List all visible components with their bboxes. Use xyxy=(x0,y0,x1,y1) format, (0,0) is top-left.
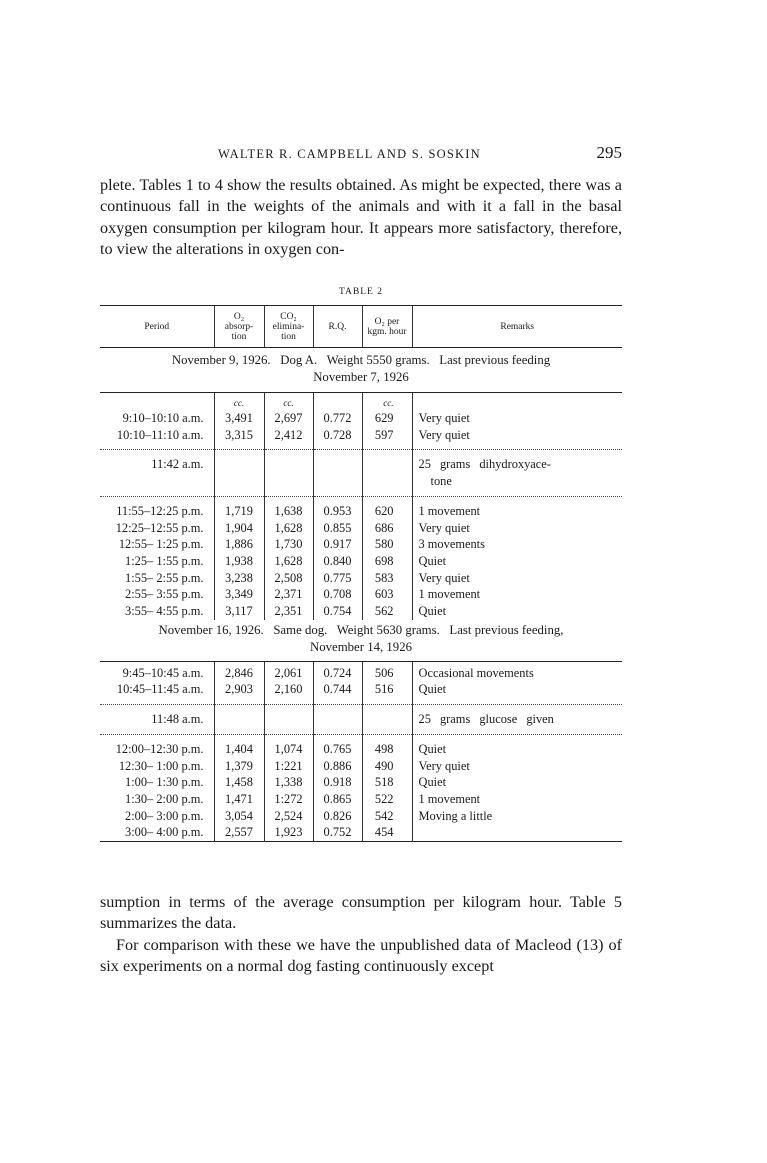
table-row xyxy=(100,665,622,682)
table-row xyxy=(100,791,622,808)
cell-rq xyxy=(313,705,362,735)
cell-o2-absorption: 1,471 xyxy=(214,791,264,808)
cell-remarks: Very quiet xyxy=(412,427,622,450)
cell-remarks: 3 movements xyxy=(412,536,622,553)
table-row xyxy=(100,758,622,775)
cell-rq: 0.886 xyxy=(313,758,362,775)
cell-o2-per-kgm-hour: 542 xyxy=(362,808,412,825)
cell-period: 1:00– 1:30 p.m. xyxy=(125,775,204,790)
cell-o2-per-kgm-hour: 620 xyxy=(362,496,412,519)
running-head-authors: WALTER R. CAMPBELL AND S. SOSKIN xyxy=(218,147,481,161)
cell-rq: 0.744 xyxy=(313,681,362,704)
cell-remarks: Quiet xyxy=(412,553,622,570)
cell-remarks: Quiet xyxy=(412,734,622,757)
cell-period: 2:00– 3:00 p.m. xyxy=(125,808,204,823)
table-header-row xyxy=(100,306,622,348)
cell-remarks: 25 grams glucose given xyxy=(412,705,622,735)
cell-o2-per-kgm-hour: 580 xyxy=(362,536,412,553)
table-row xyxy=(100,808,622,825)
cell-remarks: Quiet xyxy=(412,774,622,791)
cell-co2-elimination: 1,338 xyxy=(264,774,313,791)
cell-o2-absorption: 3,315 xyxy=(214,427,264,450)
cell-rq: 0.855 xyxy=(313,520,362,537)
cell-remarks: Quiet xyxy=(412,681,622,704)
cell-remarks xyxy=(412,824,622,841)
cell-o2-absorption: 2,557 xyxy=(214,824,264,841)
cell-o2-absorption: 1,904 xyxy=(214,520,264,537)
unit-co2-elimination: cc. xyxy=(264,393,313,411)
cell-remarks: 1 movement xyxy=(412,586,622,603)
cell-co2-elimination: 2,061 xyxy=(264,665,313,682)
table-row xyxy=(100,496,622,519)
cell-o2-per-kgm-hour: 506 xyxy=(362,665,412,682)
unit-o2-per-kgm-hour: cc. xyxy=(362,393,412,411)
table-row xyxy=(100,586,622,603)
section-caption-line: November 9, 1926. Dog A. Weight 5550 grams. Last previous feeding xyxy=(171,353,551,367)
cell-period: 3:00– 4:00 p.m. xyxy=(125,825,204,840)
unit-remarks xyxy=(412,393,622,411)
table-row xyxy=(100,824,622,841)
cell-co2-elimination: 1,074 xyxy=(264,734,313,757)
cell-remarks: Occasional movements xyxy=(412,665,622,682)
table-row xyxy=(100,553,622,570)
cell-period: 9:10–10:10 a.m. xyxy=(122,411,204,425)
section-caption-line: November 7, 1926 xyxy=(313,370,409,384)
cell-remarks: Quiet xyxy=(412,603,622,620)
cell-rq: 0.754 xyxy=(313,603,362,620)
cell-co2-elimination: 2,371 xyxy=(264,586,313,603)
cell-period: 11:42 a.m. xyxy=(100,450,214,496)
cell-period: 12:25–12:55 p.m. xyxy=(115,520,204,535)
page-number: 295 xyxy=(596,143,622,162)
header-co2-elimination: CO₂ elimina- tion xyxy=(264,306,313,348)
section-caption-row xyxy=(100,620,622,662)
paragraph-after-table-1: sumption in terms of the average consumption per kilogram hour. Table 5 summarizes the data. xyxy=(100,893,622,933)
cell-o2-per-kgm-hour xyxy=(362,705,412,735)
cell-rq: 0.752 xyxy=(313,824,362,841)
cell-period: 1:25– 1:55 p.m. xyxy=(125,553,204,568)
cell-o2-per-kgm-hour: 518 xyxy=(362,774,412,791)
cell-remarks: Moving a little xyxy=(412,808,622,825)
cell-co2-elimination: 1,730 xyxy=(264,536,313,553)
table-row xyxy=(100,450,622,496)
cell-o2-absorption: 1,404 xyxy=(214,734,264,757)
cell-o2-per-kgm-hour xyxy=(362,450,412,496)
cell-o2-absorption: 1,719 xyxy=(214,496,264,519)
table-row xyxy=(100,427,622,450)
cell-o2-absorption: 1,458 xyxy=(214,774,264,791)
cell-o2-absorption: 3,054 xyxy=(214,808,264,825)
unit-period xyxy=(100,393,214,411)
cell-period: 11:55–12:25 p.m. xyxy=(100,496,214,519)
cell-co2-elimination: 1:221 xyxy=(264,758,313,775)
unit-rq xyxy=(313,393,362,411)
cell-co2-elimination: 2,351 xyxy=(264,603,313,620)
paragraph-after-table-2: For comparison with these we have the unpublished data of Macleod (13) of six experiments on a normal dog fasting continuously except xyxy=(100,936,622,976)
cell-co2-elimination: 1,628 xyxy=(264,553,313,570)
header-period: Period xyxy=(100,306,214,348)
cell-co2-elimination: 2,160 xyxy=(264,681,313,704)
cell-o2-absorption: 1,938 xyxy=(214,553,264,570)
cell-o2-absorption: 1,886 xyxy=(214,536,264,553)
section-caption-row xyxy=(100,348,622,393)
cell-o2-per-kgm-hour: 629 xyxy=(362,410,412,427)
table-row xyxy=(100,603,622,620)
cell-co2-elimination: 2,697 xyxy=(264,410,313,427)
cell-rq: 0.840 xyxy=(313,553,362,570)
cell-co2-elimination: 2,524 xyxy=(264,808,313,825)
table-row xyxy=(100,520,622,537)
cell-o2-per-kgm-hour: 522 xyxy=(362,791,412,808)
cell-o2-per-kgm-hour: 516 xyxy=(362,681,412,704)
cell-o2-absorption: 1,379 xyxy=(214,758,264,775)
table-row xyxy=(100,536,622,553)
section-caption-line: November 14, 1926 xyxy=(309,639,412,654)
cell-rq: 0.918 xyxy=(313,774,362,791)
cell-period: 10:10–11:10 a.m. xyxy=(116,427,204,442)
cell-o2-per-kgm-hour: 454 xyxy=(362,824,412,841)
cell-o2-absorption: 2,903 xyxy=(214,681,264,704)
table-title: TABLE 2 xyxy=(339,287,383,297)
cell-o2-per-kgm-hour: 603 xyxy=(362,586,412,603)
remark-line: 25 grams dihydroxyace- xyxy=(418,457,551,472)
cell-rq: 0.708 xyxy=(313,586,362,603)
header-rq: R.Q. xyxy=(313,306,362,348)
cell-o2-absorption xyxy=(214,705,264,735)
cell-rq: 0.728 xyxy=(313,427,362,450)
cell-remarks: Very quiet xyxy=(412,758,622,775)
cell-remarks: 1 movement xyxy=(412,791,622,808)
cell-rq: 0.917 xyxy=(313,536,362,553)
cell-period: 10:45–11:45 a.m. xyxy=(116,682,204,697)
cell-o2-per-kgm-hour: 490 xyxy=(362,758,412,775)
unit-o2-absorption: cc. xyxy=(214,393,264,411)
cell-period: 9:45–10:45 a.m. xyxy=(122,665,204,680)
data-table xyxy=(100,305,622,842)
header-o2-per-kgm-hour: O₂ per kgm. hour xyxy=(362,306,412,348)
cell-o2-absorption: 2,846 xyxy=(214,665,264,682)
cell-period: 1:55– 2:55 p.m. xyxy=(125,570,204,585)
cell-remarks: Very quiet xyxy=(412,570,622,587)
table-row xyxy=(100,774,622,791)
cell-co2-elimination xyxy=(264,450,313,496)
cell-o2-absorption: 3,117 xyxy=(214,603,264,620)
cell-o2-per-kgm-hour: 698 xyxy=(362,553,412,570)
cell-rq xyxy=(313,450,362,496)
table-row xyxy=(100,410,622,427)
table-row xyxy=(100,570,622,587)
section-caption-line: November 16, 1926. Same dog. Weight 5630 grams. Last previous feeding, xyxy=(158,622,564,637)
cell-rq: 0.772 xyxy=(313,410,362,427)
cell-co2-elimination: 2,412 xyxy=(264,427,313,450)
table-row xyxy=(100,681,622,704)
cell-o2-per-kgm-hour: 597 xyxy=(362,427,412,450)
table-row xyxy=(100,705,622,735)
cell-co2-elimination: 1,638 xyxy=(264,496,313,519)
cell-remarks xyxy=(412,450,622,496)
cell-period: 1:30– 2:00 p.m. xyxy=(125,791,204,806)
cell-period: 12:00–12:30 p.m. xyxy=(100,734,214,757)
units-row xyxy=(100,393,622,411)
cell-period: 12:30– 1:00 p.m. xyxy=(118,758,204,773)
cell-period: 3:55– 4:55 p.m. xyxy=(125,604,204,619)
cell-o2-per-kgm-hour: 562 xyxy=(362,603,412,620)
cell-rq: 0.775 xyxy=(313,570,362,587)
paragraph-before-table: plete. Tables 1 to 4 show the results obtained. As might be expected, there was a continuous fall in the weights of the animals and with it a fall in the basal oxygen consumption per kilogram hour. It appears more satisfactory, therefore, to view the alterations in oxygen con- xyxy=(100,176,622,259)
cell-rq: 0.724 xyxy=(313,665,362,682)
section-caption xyxy=(100,348,622,393)
cell-o2-absorption xyxy=(214,450,264,496)
cell-co2-elimination xyxy=(264,705,313,735)
cell-co2-elimination: 2,508 xyxy=(264,570,313,587)
cell-o2-per-kgm-hour: 498 xyxy=(362,734,412,757)
cell-o2-absorption: 3,491 xyxy=(214,410,264,427)
section-caption xyxy=(100,620,622,662)
cell-rq: 0.826 xyxy=(313,808,362,825)
cell-rq: 0.865 xyxy=(313,791,362,808)
header-remarks: Remarks xyxy=(412,306,622,348)
remark-line: tone xyxy=(430,474,452,489)
cell-period: 12:55– 1:25 p.m. xyxy=(118,537,204,552)
header-o2-absorption: O₂ absorp- tion xyxy=(214,306,264,348)
cell-co2-elimination: 1,628 xyxy=(264,520,313,537)
cell-period: 11:48 a.m. xyxy=(100,705,214,735)
cell-remarks: 1 movement xyxy=(412,496,622,519)
cell-o2-absorption: 3,238 xyxy=(214,570,264,587)
cell-remarks: Very quiet xyxy=(412,410,622,427)
cell-o2-per-kgm-hour: 583 xyxy=(362,570,412,587)
cell-co2-elimination: 1,923 xyxy=(264,824,313,841)
cell-o2-per-kgm-hour: 686 xyxy=(362,520,412,537)
cell-rq: 0.953 xyxy=(313,496,362,519)
cell-remarks: Very quiet xyxy=(412,520,622,537)
running-head xyxy=(100,143,622,163)
cell-o2-absorption: 3,349 xyxy=(214,586,264,603)
table-row xyxy=(100,734,622,757)
cell-period: 2:55– 3:55 p.m. xyxy=(125,587,204,602)
cell-co2-elimination: 1:272 xyxy=(264,791,313,808)
cell-rq: 0.765 xyxy=(313,734,362,757)
